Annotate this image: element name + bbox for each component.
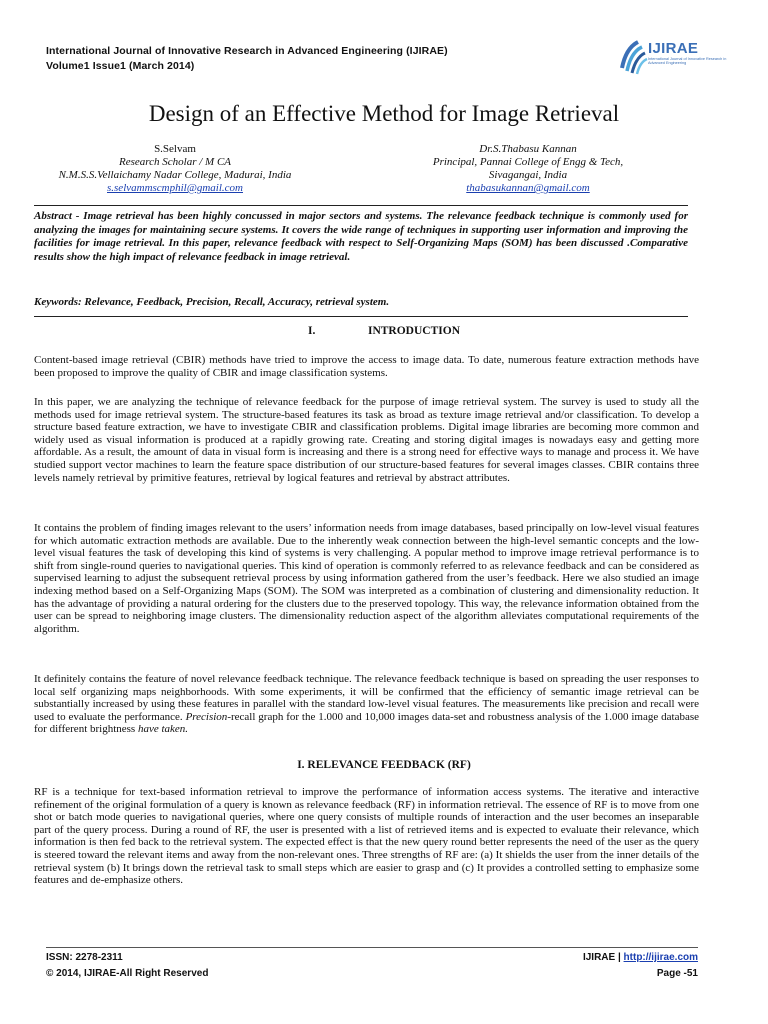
journal-logo (616, 38, 728, 78)
author-2-affiliation: Sivagangai, India (488, 169, 568, 181)
author-2 (368, 143, 688, 195)
paragraph-3 (34, 522, 699, 635)
paragraph-5: RF is a technique for text-based information retrieval to improve the performance of information access systems. The iterative and interactive refinement of the original formulation of a query is known as relevance feedback (RF) in information retrieval. The essence of RF is to move from one shot or batch mode queries to navigational queries, where one query consists of multiple rounds of interaction and the user becomes an inseparable part of the query process. During a round of RF, the user is presented with a list of retrieved items and is expected to evaluate their relevance, which information is then fed back to the retrieval system. The expected effect is that the new query round better represents the need of the user as the query is steered toward the relevant items and away from the non-relevant ones. Three strengths of RF are: (a) It shields the user from the inner details of the retrieval system (b) It brings down the retrieval task to small steps which are easier to grasp and (c) It provides a controlled setting to emphasize some features and de-emphasize others. (34, 786, 699, 887)
author-1-affiliation: N.M.S.S.Vellaichamy Nadar College, Madurai, India (58, 169, 292, 181)
footer-left (46, 950, 208, 982)
paragraph-2: In this paper, we are analyzing the technique of relevance feedback for the purpose of image retrieval system. The survey is used to study all the methods used for image retrieval system. The structure-based features its task as broad as texture image retrieval and/or classification. To develop a structure based feature extraction, we have to investigate CBIR and classification problems. Digital image libraries are becoming more common and widely used as visual information is produced at a rapidly growing rate. Creating and storing digital images is nowadays easy and getting more affordable. As a result, the amount of data in visual form is increasing and there is a strong need for effective ways to manage and process it. We have studied support vector machines to learn the feature space distribution of our structure-based features for several images classes. CBIR contains three levels namely retrieval by primitive features, retrieval by logical features and retrieval by abstract attributes. (34, 396, 699, 484)
footer-issn: ISSN: 2278-2311 (46, 952, 123, 963)
paper-title: Design of an Effective Method for Image Retrieval (148, 101, 620, 126)
section-number: I. (307, 325, 316, 337)
abstract: Abstract - Image retrieval has been highly concussed in major sectors and systems. The relevance feedback technique is commonly used for analyzing the images for maintaining secure systems. It covers the wide range of techniques in supporting user information and improving the facilities for image retrieval. In this paper, relevance feedback with respect to Self-Organizing Maps (SOM) has been discussed .Comparative results show the high impact of relevance feedback in image retrieval. (34, 210, 688, 264)
journal-name: International Journal of Innovative Research in Advanced Engineering (IJIRAE) (46, 45, 448, 57)
author-1-name: S.Selvam (154, 143, 196, 155)
footer-page-number: Page -51 (656, 968, 698, 979)
footer-url-link[interactable]: http://ijirae.com (623, 952, 698, 963)
divider-top (34, 205, 688, 206)
journal-volume: Volume1 Issue1 (March 2014) (46, 60, 195, 72)
author-1 (40, 143, 310, 195)
journal-header (46, 44, 448, 74)
author-2-email[interactable]: thabasukannan@gmail.com (466, 182, 590, 194)
section-heading-introduction (0, 325, 768, 337)
divider-keywords (34, 316, 688, 317)
footer-separator: | (615, 952, 624, 963)
footer-copyright: © 2014, IJIRAE-All Right Reserved (46, 968, 209, 979)
footer-divider (46, 947, 698, 948)
section-heading-relevance-feedback: I. RELEVANCE FEEDBACK (RF) (297, 759, 471, 771)
paragraph-4-text-a: It definitely contains the feature of novel relevance feedback technique. The relevance feedback technique is based on spreading the user responses to local self organizing maps neighborhoods. With some experiments, it will be confirmed that the efficiency of semantic image retrieval can be substantially increased by using these features in parallel with the standard low-level visual features. The measurements like precision and recall were used to evaluate the performance. (34, 673, 699, 723)
paragraph-1: Content-based image retrieval (CBIR) methods have tried to improve the access to image data. To date, numerous feature extraction methods have been proposed to improve the quality of CBIR and image classification systems. (34, 354, 699, 379)
section-title: INTRODUCTION (367, 325, 460, 337)
logo-name: IJIRAE (648, 40, 699, 57)
logo-tagline: International Journal of Innovative Research in Advanced Engineering (648, 57, 727, 66)
footer-brand: IJIRAE (582, 952, 616, 963)
paragraph-4 (34, 673, 699, 736)
keywords: Keywords: Relevance, Feedback, Precision, Recall, Accuracy, retrieval system. (34, 296, 390, 308)
footer-right (583, 950, 698, 982)
author-2-role: Principal, Pannai College of Engg & Tech, (432, 156, 624, 168)
paragraph-4-italic-a: Precision (185, 710, 228, 723)
author-2-name: Dr.S.Thabasu Kannan (479, 143, 577, 155)
paragraph-4-italic-b: have taken. (137, 723, 189, 736)
author-1-email[interactable]: s.selvammscmphil@gmail.com (107, 182, 243, 194)
paragraph-4-text-b: -recall graph for the 1.000 and 10,000 images data-set and robustness analysis of the 1.000 image database for different brightness (34, 710, 700, 736)
paragraph-3-text: It contains the problem of finding images relevant to the users’ information needs from image databases, based principally on low-level visual features for which automatic extraction methods are available. Due to the inherently weak connection between the high-level semantic concepts and the low-level visual features the task of developing this kind of systems is very challenging. A popular method to improve image retrieval performance is to shift from single-round queries to navigational queries. This kind of operation is commonly referred to as relevance feedback and can be considered as supervised learning to adjust the subsequent retrieval process by using information gathered from the user’s feedback. Here we also studied an image indexing method based on a Self-Organizing Maps (SOM). The SOM was interpreted as a combination of clustering and dimensionality reduction. It has the advantage of providing a natural ordering for the clusters due to the preserved topology. This way, the relevance information obtained from the user can be spread to neighboring image clusters. The dimensionality reduction aspect of the algorithm alleviates computational requirements of the algorithm. (34, 522, 699, 635)
author-1-role: Research Scholar / M CA (118, 156, 231, 168)
